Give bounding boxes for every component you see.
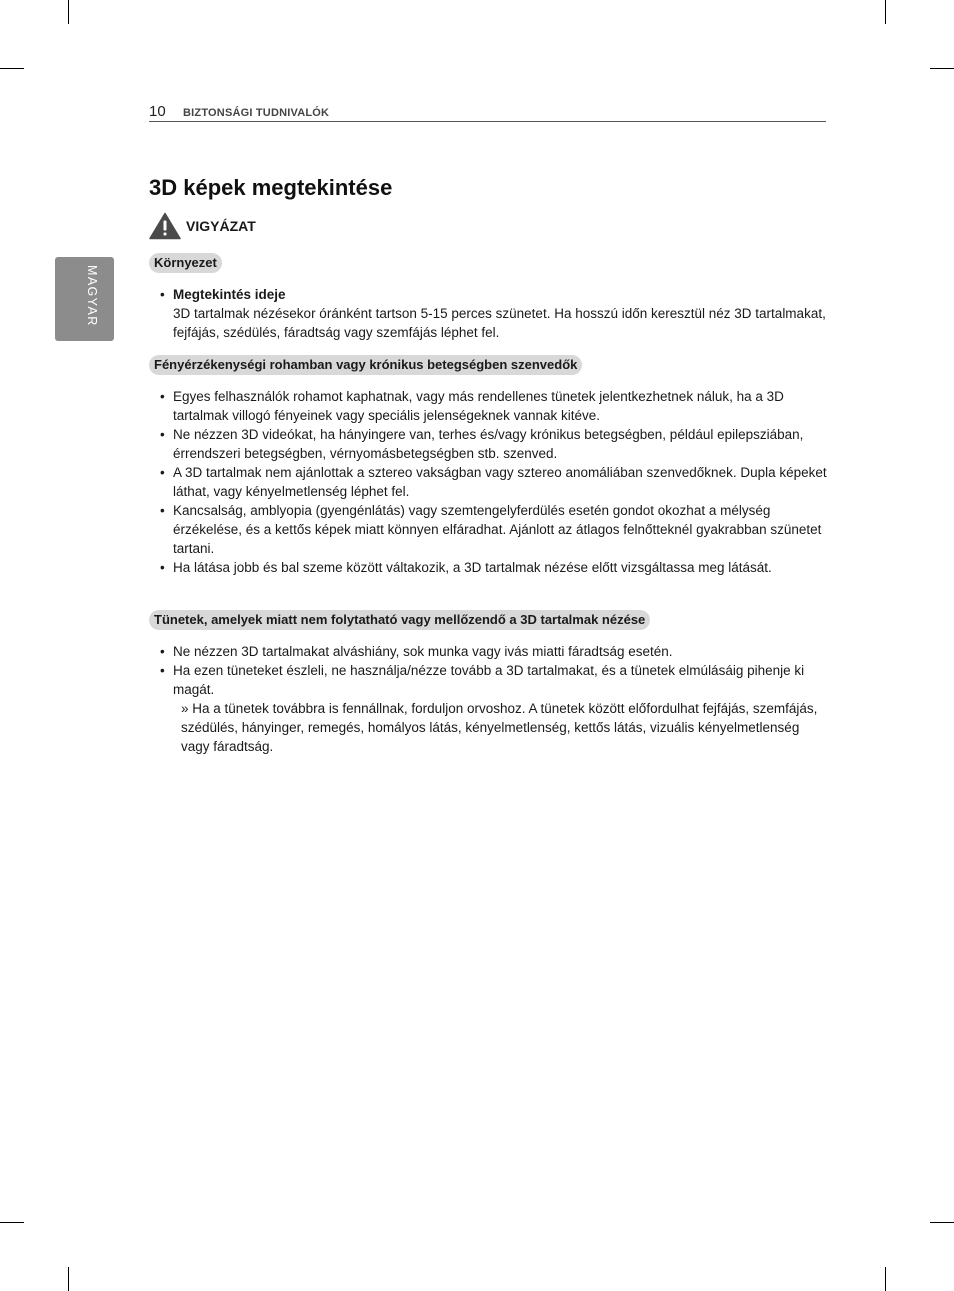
language-tab-label: MAGYAR [85,265,99,327]
warning-triangle-icon [149,212,181,240]
bullet: • [160,663,165,678]
caution-label: VIGYÁZAT [186,218,256,234]
crop-mark [885,0,886,24]
sub-item [173,699,830,756]
bullet: • [160,465,165,480]
section-header: BIZTONSÁGI TUDNIVALÓK [183,107,330,119]
crop-mark [885,1267,886,1291]
item-text: Egyes felhasználók rohamot kaphatnak, vagy más rendellenes tünetek jelentkezhetnek náluk, ha a 3D tartalmak villogó fényeinek vagy speciális jelenségeknek vannak kitéve. [173,389,784,423]
item-text: Ne nézzen 3D tartalmakat alváshiány, sok munka vagy ivás miatti fáradtság esetén. [173,644,673,659]
item-text: Ne nézzen 3D videókat, ha hányingere van, terhes és/vagy krónikus betegségben, például epilepsziában, érrendszeri betegségben, vérnyomásbetegségben stb. szenved. [173,427,804,461]
header-divider [149,121,826,122]
item-text: Kancsalság, amblyopia (gyengénlátás) vagy szemtengelyferdülés esetén gondot okozhat a mélység érzékelése, és a kettős képek miatt könnyen elfáradhat. Ajánlott az átlagos felnőtteknél gyakrabban szünetet tartani. [173,503,822,556]
page-title: 3D képek megtekintése [149,175,393,200]
crop-mark [930,68,954,69]
bullet: • [160,427,165,442]
page-number: 10 [149,103,166,120]
crop-mark [930,1222,954,1223]
list-item [160,425,830,463]
language-tab [55,257,114,341]
item-label: Megtekintés ideje [173,287,286,302]
list-item [160,285,830,342]
bullet: • [160,644,165,659]
sub-item-text: Ha a tünetek továbbra is fennállnak, forduljon orvoshoz. A tünetek között előfordulhat fejfájás, szemfájás, szédülés, hányinger, remegés, homályos látás, kényelmetlenség, kettős látás, vizuális kényelmetlenség vagy fáradtság. [181,701,818,754]
bullet: • [160,389,165,404]
section-heading-environment: Környezet [149,253,222,273]
bullet: • [160,560,165,575]
section-environment-list [160,285,830,342]
crop-mark [0,1222,24,1223]
item-text: Ha ezen tüneteket észleli, ne használja/nézze tovább a 3D tartalmakat, és a tünetek elmúlásáig pihenje ki magát. [173,663,805,697]
item-text: Ha látása jobb és bal szeme között váltakozik, a 3D tartalmak nézése előtt vizsgáltassa meg látását. [173,560,772,575]
section-heading-photosensitivity: Fényérzékenységi rohamban vagy krónikus betegségben szenvedők [149,355,582,375]
section-photosensitivity-list [160,387,830,577]
bullet: • [160,503,165,518]
section-symptoms-list [160,642,830,756]
crop-mark [0,68,24,69]
list-item [160,387,830,425]
section-heading-symptoms: Tünetek, amelyek miatt nem folytatható vagy mellőzendő a 3D tartalmak nézése [149,610,650,630]
list-item [160,661,830,756]
item-text: A 3D tartalmak nem ajánlottak a sztereo vakságban vagy sztereo anomáliában szenvedőknek. Dupla képeket láthat, vagy kényelmetlenség léphet fel. [173,465,827,499]
sub-marker: » [181,701,189,716]
list-item [160,463,830,501]
list-item [160,558,830,577]
bullet: • [160,287,165,302]
item-text: 3D tartalmak nézésekor óránként tartson 5-15 perces szünetet. Ha hosszú időn keresztül néz 3D tartalmakat, fejfájás, szédülés, fáradtság vagy szemfájás léphet fel. [173,306,826,340]
list-item [160,501,830,558]
crop-mark [68,1267,69,1291]
list-item [160,642,830,661]
crop-mark [68,0,69,24]
